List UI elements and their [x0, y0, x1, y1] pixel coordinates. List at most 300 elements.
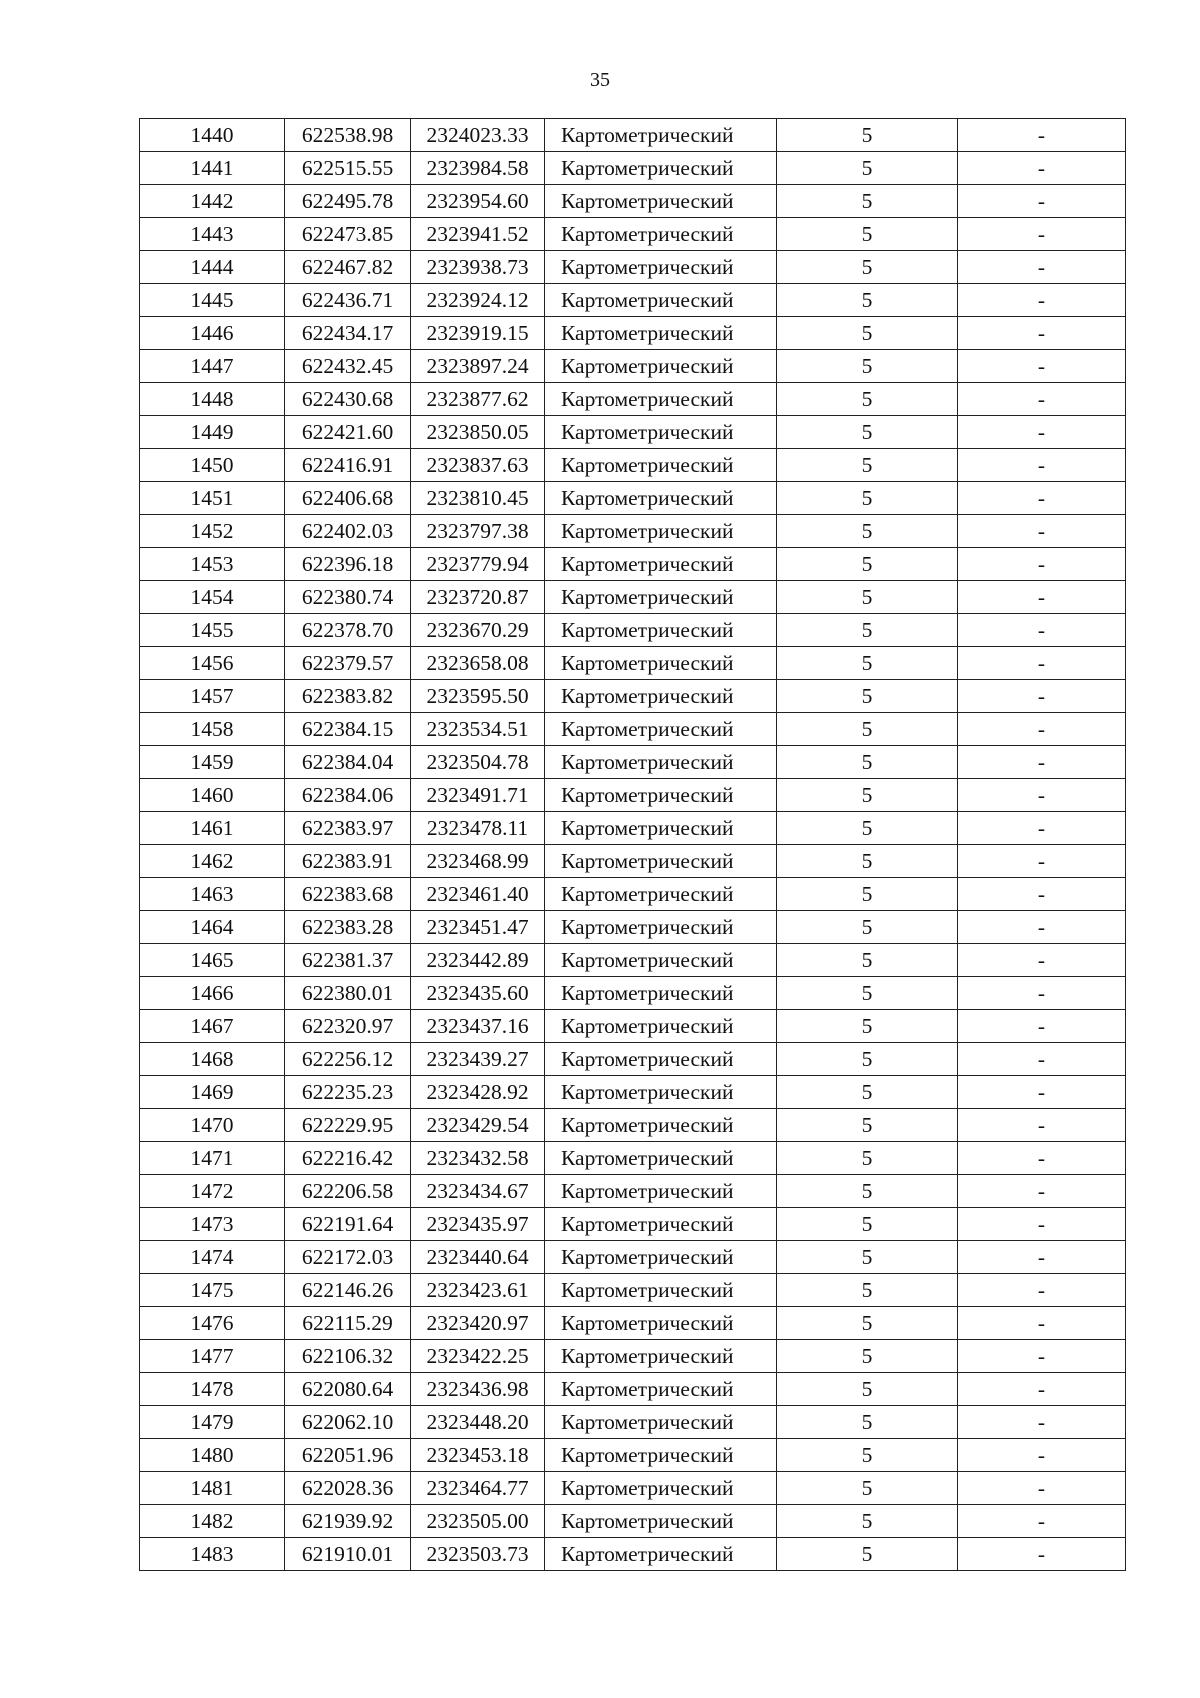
x-coordinate-cell: 622256.12 — [285, 1043, 411, 1076]
point-number-cell: 1470 — [140, 1109, 285, 1142]
x-coordinate-cell: 622383.68 — [285, 878, 411, 911]
x-coordinate-cell: 622106.32 — [285, 1340, 411, 1373]
method-cell: Картометрический — [545, 1043, 777, 1076]
accuracy-cell: 5 — [777, 218, 958, 251]
x-coordinate-cell: 622379.57 — [285, 647, 411, 680]
remark-cell: - — [958, 878, 1126, 911]
page-number: 35 — [590, 69, 610, 91]
remark-cell: - — [958, 1373, 1126, 1406]
table-row — [140, 779, 1126, 812]
point-number-cell: 1476 — [140, 1307, 285, 1340]
accuracy-cell: 5 — [777, 317, 958, 350]
method-cell: Картометрический — [545, 680, 777, 713]
y-coordinate-cell: 2323658.08 — [411, 647, 545, 680]
method-cell: Картометрический — [545, 878, 777, 911]
method-cell: Картометрический — [545, 614, 777, 647]
remark-cell: - — [958, 977, 1126, 1010]
x-coordinate-cell: 622383.97 — [285, 812, 411, 845]
method-cell: Картометрический — [545, 911, 777, 944]
method-cell: Картометрический — [545, 1439, 777, 1472]
table-row — [140, 251, 1126, 284]
remark-cell: - — [958, 152, 1126, 185]
method-cell: Картометрический — [545, 779, 777, 812]
accuracy-cell: 5 — [777, 185, 958, 218]
table-row — [140, 152, 1126, 185]
table-row — [140, 1505, 1126, 1538]
accuracy-cell: 5 — [777, 1340, 958, 1373]
accuracy-cell: 5 — [777, 152, 958, 185]
y-coordinate-cell: 2323504.78 — [411, 746, 545, 779]
x-coordinate-cell: 622384.15 — [285, 713, 411, 746]
remark-cell: - — [958, 1076, 1126, 1109]
method-cell: Картометрический — [545, 1109, 777, 1142]
method-cell: Картометрический — [545, 1373, 777, 1406]
method-cell: Картометрический — [545, 746, 777, 779]
y-coordinate-cell: 2323478.11 — [411, 812, 545, 845]
point-number-cell: 1451 — [140, 482, 285, 515]
remark-cell: - — [958, 746, 1126, 779]
y-coordinate-cell: 2323941.52 — [411, 218, 545, 251]
point-number-cell: 1444 — [140, 251, 285, 284]
point-number-cell: 1449 — [140, 416, 285, 449]
x-coordinate-cell: 622383.28 — [285, 911, 411, 944]
x-coordinate-cell: 622080.64 — [285, 1373, 411, 1406]
remark-cell: - — [958, 614, 1126, 647]
remark-cell: - — [958, 317, 1126, 350]
x-coordinate-cell: 622206.58 — [285, 1175, 411, 1208]
table-row — [140, 482, 1126, 515]
x-coordinate-cell: 622384.04 — [285, 746, 411, 779]
accuracy-cell: 5 — [777, 1373, 958, 1406]
method-cell: Картометрический — [545, 1505, 777, 1538]
method-cell: Картометрический — [545, 185, 777, 218]
y-coordinate-cell: 2323423.61 — [411, 1274, 545, 1307]
remark-cell: - — [958, 1241, 1126, 1274]
y-coordinate-cell: 2323436.98 — [411, 1373, 545, 1406]
table-row — [140, 1406, 1126, 1439]
remark-cell: - — [958, 1142, 1126, 1175]
y-coordinate-cell: 2323877.62 — [411, 383, 545, 416]
remark-cell: - — [958, 1208, 1126, 1241]
point-number-cell: 1461 — [140, 812, 285, 845]
remark-cell: - — [958, 284, 1126, 317]
remark-cell: - — [958, 1175, 1126, 1208]
accuracy-cell: 5 — [777, 1406, 958, 1439]
remark-cell: - — [958, 1010, 1126, 1043]
point-number-cell: 1481 — [140, 1472, 285, 1505]
x-coordinate-cell: 622396.18 — [285, 548, 411, 581]
x-coordinate-cell: 622191.64 — [285, 1208, 411, 1241]
accuracy-cell: 5 — [777, 350, 958, 383]
x-coordinate-cell: 622380.74 — [285, 581, 411, 614]
point-number-cell: 1471 — [140, 1142, 285, 1175]
method-cell: Картометрический — [545, 218, 777, 251]
accuracy-cell: 5 — [777, 1307, 958, 1340]
remark-cell: - — [958, 416, 1126, 449]
accuracy-cell: 5 — [777, 1439, 958, 1472]
remark-cell: - — [958, 1406, 1126, 1439]
table-row — [140, 1274, 1126, 1307]
y-coordinate-cell: 2323420.97 — [411, 1307, 545, 1340]
point-number-cell: 1463 — [140, 878, 285, 911]
table-row — [140, 812, 1126, 845]
accuracy-cell: 5 — [777, 779, 958, 812]
y-coordinate-cell: 2323428.92 — [411, 1076, 545, 1109]
point-number-cell: 1480 — [140, 1439, 285, 1472]
y-coordinate-cell: 2323432.58 — [411, 1142, 545, 1175]
method-cell: Картометрический — [545, 845, 777, 878]
method-cell: Картометрический — [545, 1538, 777, 1571]
y-coordinate-cell: 2323451.47 — [411, 911, 545, 944]
point-number-cell: 1464 — [140, 911, 285, 944]
method-cell: Картометрический — [545, 1307, 777, 1340]
method-cell: Картометрический — [545, 713, 777, 746]
method-cell: Картометрический — [545, 1472, 777, 1505]
table-row — [140, 1439, 1126, 1472]
accuracy-cell: 5 — [777, 614, 958, 647]
y-coordinate-cell: 2323534.51 — [411, 713, 545, 746]
method-cell: Картометрический — [545, 1274, 777, 1307]
y-coordinate-cell: 2323491.71 — [411, 779, 545, 812]
x-coordinate-cell: 622515.55 — [285, 152, 411, 185]
method-cell: Картометрический — [545, 647, 777, 680]
remark-cell: - — [958, 944, 1126, 977]
accuracy-cell: 5 — [777, 1472, 958, 1505]
y-coordinate-cell: 2323422.25 — [411, 1340, 545, 1373]
remark-cell: - — [958, 482, 1126, 515]
point-number-cell: 1452 — [140, 515, 285, 548]
y-coordinate-cell: 2323810.45 — [411, 482, 545, 515]
x-coordinate-cell: 622235.23 — [285, 1076, 411, 1109]
method-cell: Картометрический — [545, 1241, 777, 1274]
x-coordinate-cell: 622467.82 — [285, 251, 411, 284]
x-coordinate-cell: 622538.98 — [285, 119, 411, 152]
accuracy-cell: 5 — [777, 911, 958, 944]
point-number-cell: 1459 — [140, 746, 285, 779]
method-cell: Картометрический — [545, 383, 777, 416]
table-row — [140, 1538, 1126, 1571]
table-row — [140, 284, 1126, 317]
y-coordinate-cell: 2323850.05 — [411, 416, 545, 449]
accuracy-cell: 5 — [777, 119, 958, 152]
y-coordinate-cell: 2323954.60 — [411, 185, 545, 218]
point-number-cell: 1447 — [140, 350, 285, 383]
point-number-cell: 1448 — [140, 383, 285, 416]
point-number-cell: 1465 — [140, 944, 285, 977]
point-number-cell: 1440 — [140, 119, 285, 152]
remark-cell: - — [958, 779, 1126, 812]
x-coordinate-cell: 622383.82 — [285, 680, 411, 713]
method-cell: Картометрический — [545, 1208, 777, 1241]
y-coordinate-cell: 2323437.16 — [411, 1010, 545, 1043]
table-row — [140, 680, 1126, 713]
y-coordinate-cell: 2323924.12 — [411, 284, 545, 317]
y-coordinate-cell: 2323435.97 — [411, 1208, 545, 1241]
table-row — [140, 317, 1126, 350]
table-row — [140, 548, 1126, 581]
remark-cell: - — [958, 383, 1126, 416]
method-cell: Картометрический — [545, 1340, 777, 1373]
accuracy-cell: 5 — [777, 1076, 958, 1109]
x-coordinate-cell: 622383.91 — [285, 845, 411, 878]
accuracy-cell: 5 — [777, 812, 958, 845]
x-coordinate-cell: 622421.60 — [285, 416, 411, 449]
method-cell: Картометрический — [545, 1406, 777, 1439]
y-coordinate-cell: 2323453.18 — [411, 1439, 545, 1472]
y-coordinate-cell: 2324023.33 — [411, 119, 545, 152]
x-coordinate-cell: 622384.06 — [285, 779, 411, 812]
y-coordinate-cell: 2323464.77 — [411, 1472, 545, 1505]
accuracy-cell: 5 — [777, 449, 958, 482]
accuracy-cell: 5 — [777, 1538, 958, 1571]
accuracy-cell: 5 — [777, 845, 958, 878]
accuracy-cell: 5 — [777, 713, 958, 746]
point-number-cell: 1458 — [140, 713, 285, 746]
accuracy-cell: 5 — [777, 1109, 958, 1142]
point-number-cell: 1472 — [140, 1175, 285, 1208]
y-coordinate-cell: 2323503.73 — [411, 1538, 545, 1571]
remark-cell: - — [958, 449, 1126, 482]
accuracy-cell: 5 — [777, 1505, 958, 1538]
point-number-cell: 1445 — [140, 284, 285, 317]
method-cell: Картометрический — [545, 1076, 777, 1109]
point-number-cell: 1482 — [140, 1505, 285, 1538]
point-number-cell: 1453 — [140, 548, 285, 581]
point-number-cell: 1483 — [140, 1538, 285, 1571]
remark-cell: - — [958, 845, 1126, 878]
y-coordinate-cell: 2323938.73 — [411, 251, 545, 284]
y-coordinate-cell: 2323461.40 — [411, 878, 545, 911]
method-cell: Картометрический — [545, 251, 777, 284]
remark-cell: - — [958, 812, 1126, 845]
method-cell: Картометрический — [545, 350, 777, 383]
method-cell: Картометрический — [545, 284, 777, 317]
table-row — [140, 911, 1126, 944]
x-coordinate-cell: 622380.01 — [285, 977, 411, 1010]
point-number-cell: 1450 — [140, 449, 285, 482]
x-coordinate-cell: 621939.92 — [285, 1505, 411, 1538]
table-row — [140, 1340, 1126, 1373]
point-number-cell: 1442 — [140, 185, 285, 218]
x-coordinate-cell: 622402.03 — [285, 515, 411, 548]
x-coordinate-cell: 622430.68 — [285, 383, 411, 416]
remark-cell: - — [958, 1043, 1126, 1076]
table-row — [140, 1043, 1126, 1076]
point-number-cell: 1477 — [140, 1340, 285, 1373]
method-cell: Картометрический — [545, 1010, 777, 1043]
y-coordinate-cell: 2323448.20 — [411, 1406, 545, 1439]
coordinates-table — [139, 118, 1126, 1571]
table-row — [140, 581, 1126, 614]
point-number-cell: 1478 — [140, 1373, 285, 1406]
x-coordinate-cell: 622416.91 — [285, 449, 411, 482]
remark-cell: - — [958, 680, 1126, 713]
table-row — [140, 1076, 1126, 1109]
remark-cell: - — [958, 1505, 1126, 1538]
coordinates-table-body — [140, 119, 1126, 1571]
method-cell: Картометрический — [545, 977, 777, 1010]
accuracy-cell: 5 — [777, 548, 958, 581]
x-coordinate-cell: 622381.37 — [285, 944, 411, 977]
method-cell: Картометрический — [545, 482, 777, 515]
point-number-cell: 1455 — [140, 614, 285, 647]
remark-cell: - — [958, 1307, 1126, 1340]
method-cell: Картометрический — [545, 1175, 777, 1208]
y-coordinate-cell: 2323720.87 — [411, 581, 545, 614]
accuracy-cell: 5 — [777, 878, 958, 911]
table-row — [140, 944, 1126, 977]
x-coordinate-cell: 622473.85 — [285, 218, 411, 251]
remark-cell: - — [958, 647, 1126, 680]
method-cell: Картометрический — [545, 581, 777, 614]
table-row — [140, 878, 1126, 911]
method-cell: Картометрический — [545, 1142, 777, 1175]
table-row — [140, 218, 1126, 251]
y-coordinate-cell: 2323670.29 — [411, 614, 545, 647]
method-cell: Картометрический — [545, 548, 777, 581]
remark-cell: - — [958, 1340, 1126, 1373]
table-row — [140, 1109, 1126, 1142]
accuracy-cell: 5 — [777, 1175, 958, 1208]
remark-cell: - — [958, 218, 1126, 251]
remark-cell: - — [958, 1538, 1126, 1571]
y-coordinate-cell: 2323439.27 — [411, 1043, 545, 1076]
x-coordinate-cell: 621910.01 — [285, 1538, 411, 1571]
remark-cell: - — [958, 515, 1126, 548]
y-coordinate-cell: 2323797.38 — [411, 515, 545, 548]
point-number-cell: 1474 — [140, 1241, 285, 1274]
accuracy-cell: 5 — [777, 680, 958, 713]
x-coordinate-cell: 622146.26 — [285, 1274, 411, 1307]
method-cell: Картометрический — [545, 416, 777, 449]
x-coordinate-cell: 622062.10 — [285, 1406, 411, 1439]
x-coordinate-cell: 622216.42 — [285, 1142, 411, 1175]
accuracy-cell: 5 — [777, 1043, 958, 1076]
remark-cell: - — [958, 119, 1126, 152]
accuracy-cell: 5 — [777, 1010, 958, 1043]
table-row — [140, 185, 1126, 218]
y-coordinate-cell: 2323440.64 — [411, 1241, 545, 1274]
remark-cell: - — [958, 1472, 1126, 1505]
method-cell: Картометрический — [545, 812, 777, 845]
table-row — [140, 1307, 1126, 1340]
point-number-cell: 1456 — [140, 647, 285, 680]
remark-cell: - — [958, 581, 1126, 614]
point-number-cell: 1475 — [140, 1274, 285, 1307]
x-coordinate-cell: 622434.17 — [285, 317, 411, 350]
accuracy-cell: 5 — [777, 383, 958, 416]
y-coordinate-cell: 2323837.63 — [411, 449, 545, 482]
x-coordinate-cell: 622028.36 — [285, 1472, 411, 1505]
accuracy-cell: 5 — [777, 1142, 958, 1175]
point-number-cell: 1467 — [140, 1010, 285, 1043]
method-cell: Картометрический — [545, 515, 777, 548]
y-coordinate-cell: 2323435.60 — [411, 977, 545, 1010]
x-coordinate-cell: 622229.95 — [285, 1109, 411, 1142]
y-coordinate-cell: 2323984.58 — [411, 152, 545, 185]
method-cell: Картометрический — [545, 317, 777, 350]
table-row — [140, 1175, 1126, 1208]
table-row — [140, 845, 1126, 878]
x-coordinate-cell: 622495.78 — [285, 185, 411, 218]
table-row — [140, 1472, 1126, 1505]
x-coordinate-cell: 622432.45 — [285, 350, 411, 383]
accuracy-cell: 5 — [777, 647, 958, 680]
remark-cell: - — [958, 1109, 1126, 1142]
point-number-cell: 1468 — [140, 1043, 285, 1076]
y-coordinate-cell: 2323468.99 — [411, 845, 545, 878]
remark-cell: - — [958, 185, 1126, 218]
x-coordinate-cell: 622051.96 — [285, 1439, 411, 1472]
accuracy-cell: 5 — [777, 284, 958, 317]
point-number-cell: 1457 — [140, 680, 285, 713]
table-row — [140, 1010, 1126, 1043]
x-coordinate-cell: 622436.71 — [285, 284, 411, 317]
table-row — [140, 416, 1126, 449]
y-coordinate-cell: 2323505.00 — [411, 1505, 545, 1538]
x-coordinate-cell: 622115.29 — [285, 1307, 411, 1340]
remark-cell: - — [958, 548, 1126, 581]
point-number-cell: 1479 — [140, 1406, 285, 1439]
point-number-cell: 1454 — [140, 581, 285, 614]
table-row — [140, 614, 1126, 647]
accuracy-cell: 5 — [777, 416, 958, 449]
point-number-cell: 1462 — [140, 845, 285, 878]
point-number-cell: 1446 — [140, 317, 285, 350]
accuracy-cell: 5 — [777, 581, 958, 614]
table-row — [140, 1142, 1126, 1175]
accuracy-cell: 5 — [777, 1274, 958, 1307]
table-row — [140, 746, 1126, 779]
y-coordinate-cell: 2323919.15 — [411, 317, 545, 350]
accuracy-cell: 5 — [777, 251, 958, 284]
y-coordinate-cell: 2323429.54 — [411, 1109, 545, 1142]
table-row — [140, 977, 1126, 1010]
accuracy-cell: 5 — [777, 1208, 958, 1241]
x-coordinate-cell: 622378.70 — [285, 614, 411, 647]
table-row — [140, 449, 1126, 482]
accuracy-cell: 5 — [777, 944, 958, 977]
remark-cell: - — [958, 251, 1126, 284]
point-number-cell: 1469 — [140, 1076, 285, 1109]
table-row — [140, 1373, 1126, 1406]
table-row — [140, 515, 1126, 548]
point-number-cell: 1443 — [140, 218, 285, 251]
table-row — [140, 713, 1126, 746]
table-row — [140, 350, 1126, 383]
accuracy-cell: 5 — [777, 746, 958, 779]
x-coordinate-cell: 622320.97 — [285, 1010, 411, 1043]
remark-cell: - — [958, 1274, 1126, 1307]
y-coordinate-cell: 2323595.50 — [411, 680, 545, 713]
method-cell: Картометрический — [545, 119, 777, 152]
point-number-cell: 1473 — [140, 1208, 285, 1241]
y-coordinate-cell: 2323779.94 — [411, 548, 545, 581]
point-number-cell: 1460 — [140, 779, 285, 812]
accuracy-cell: 5 — [777, 515, 958, 548]
method-cell: Картометрический — [545, 449, 777, 482]
y-coordinate-cell: 2323434.67 — [411, 1175, 545, 1208]
table-row — [140, 383, 1126, 416]
table-row — [140, 1208, 1126, 1241]
point-number-cell: 1466 — [140, 977, 285, 1010]
y-coordinate-cell: 2323442.89 — [411, 944, 545, 977]
remark-cell: - — [958, 911, 1126, 944]
table-row — [140, 647, 1126, 680]
accuracy-cell: 5 — [777, 977, 958, 1010]
point-number-cell: 1441 — [140, 152, 285, 185]
accuracy-cell: 5 — [777, 1241, 958, 1274]
